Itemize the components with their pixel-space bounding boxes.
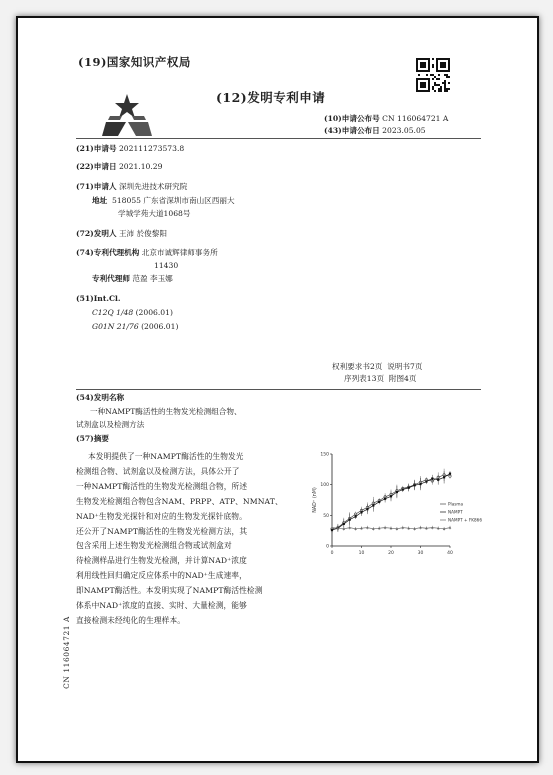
abstract-label: (57)摘要 bbox=[76, 434, 109, 443]
data-point bbox=[449, 526, 452, 528]
page-counts-line-1: 权利要求书2页 说明书7页 bbox=[332, 362, 423, 371]
data-point bbox=[443, 476, 445, 478]
data-point bbox=[343, 523, 345, 525]
address-line: 地址 518055 广东省深圳市南山区西丽大 bbox=[92, 196, 235, 205]
data-point bbox=[390, 495, 392, 497]
cnipa-logo bbox=[100, 92, 154, 138]
data-point bbox=[449, 473, 451, 475]
nad-chart bbox=[294, 442, 483, 570]
data-point bbox=[360, 511, 362, 513]
data-point bbox=[425, 481, 427, 483]
data-point bbox=[414, 484, 416, 486]
agency-line: (74)专利代理机构 北京市诚辉律师事务所 bbox=[76, 248, 218, 257]
document-frame bbox=[16, 16, 539, 763]
abstract-line: 包含采用上述生物发光检测组合物或试剂盒对 bbox=[76, 541, 232, 551]
pub-date-line: (43)申请公布日 2023.05.05 bbox=[324, 126, 426, 135]
abstract-line: NAD⁺生物发光探针和对应的生物发光探针底物。 bbox=[76, 511, 247, 521]
x-tick-label: 40 bbox=[447, 551, 453, 556]
abstract-line: 体系中NAD⁺浓度的直接、实时、大量检测，能够 bbox=[76, 601, 247, 611]
abstract-line: 还公开了NAMPT酶活性的生物发光检测方法，其 bbox=[76, 526, 248, 536]
data-point bbox=[437, 479, 439, 481]
mid-divider bbox=[76, 389, 481, 390]
title-line-1: 一种NAMPT酶活性的生物发光检测组合物、 bbox=[90, 407, 242, 416]
title-line-2: 试剂盒以及检测方法 bbox=[76, 420, 145, 429]
legend-label: NAMPT + FK866 bbox=[448, 517, 483, 523]
x-tick-label: 10 bbox=[358, 551, 365, 556]
abstract-line: 本发明提供了一种NAMPT酶活性的生物发光 bbox=[88, 452, 244, 461]
data-point bbox=[402, 488, 404, 490]
x-tick-label: 30 bbox=[417, 551, 424, 556]
abstract-body bbox=[76, 450, 282, 629]
office-heading: (19)国家知识产权局 bbox=[78, 55, 191, 69]
int-cl-label: (51)Int.Cl. bbox=[76, 294, 121, 303]
legend-label: NAMPT bbox=[448, 509, 463, 515]
header-divider bbox=[76, 138, 481, 139]
app-no-line: (21)申请号 202111273573.8 bbox=[76, 144, 185, 153]
ipc-line-1: C12Q 1/48 (2006.01) bbox=[92, 308, 173, 317]
pub-no-line: (10)申请公布号 CN 116064721 A bbox=[324, 114, 449, 123]
agency-line-2: 11430 bbox=[154, 261, 179, 270]
abstract-line: 利用线性回归确定反应体系中的NAD⁺生成速率， bbox=[76, 571, 247, 581]
y-tick-label: 100 bbox=[320, 483, 329, 489]
side-pub-number: CN 116064721 A bbox=[62, 616, 71, 689]
data-point bbox=[355, 515, 357, 517]
data-point bbox=[349, 519, 351, 521]
abstract-line: 检测组合物、试剂盒以及检测方法，具体公开了 bbox=[76, 466, 240, 476]
title-label: (54)发明名称 bbox=[76, 393, 125, 402]
data-point bbox=[408, 487, 410, 489]
data-point bbox=[372, 504, 374, 506]
data-point bbox=[378, 501, 380, 503]
agents-line: 专利代理师 范盈 李玉娜 bbox=[92, 274, 173, 283]
x-tick-label: 0 bbox=[330, 551, 334, 556]
abstract-line: 即NAMPT酶活性。本发明实现了NAMPT酶活性检测 bbox=[76, 586, 263, 596]
data-point bbox=[396, 491, 398, 493]
qr-code bbox=[416, 58, 450, 92]
inventors-line: (72)发明人 王沛 於俊黎阳 bbox=[76, 229, 167, 238]
address-line-2: 学城学苑大道1068号 bbox=[118, 209, 191, 218]
y-tick-label: 0 bbox=[326, 544, 329, 550]
y-tick-label: 50 bbox=[323, 513, 329, 519]
data-point bbox=[431, 477, 433, 479]
legend-label: Plasma bbox=[448, 501, 464, 507]
y-axis-label: NAD⁺ (nM) bbox=[313, 487, 318, 513]
data-point bbox=[384, 498, 386, 500]
data-point bbox=[366, 508, 368, 510]
doc-type-heading: (12)发明专利申请 bbox=[216, 90, 326, 105]
page-counts-line-2: 序列表13页 附图4页 bbox=[344, 374, 417, 383]
ipc-line-2: G01N 21/76 (2006.01) bbox=[92, 322, 179, 331]
y-tick-label: 150 bbox=[320, 452, 329, 458]
abstract-line: 直接检测未经纯化的生理样本。 bbox=[76, 615, 186, 625]
applicant-line: (71)申请人 深圳先进技术研究院 bbox=[76, 182, 188, 191]
abstract-line: 一种NAMPT酶活性的生物发光检测组合物，所述 bbox=[76, 481, 248, 491]
abstract-line: 待检测样品进行生物发光检测，并计算NAD⁺浓度 bbox=[76, 556, 247, 566]
data-point bbox=[419, 483, 421, 485]
x-tick-label: 20 bbox=[388, 551, 394, 556]
filing-date-line: (22)申请日 2021.10.29 bbox=[76, 162, 163, 171]
abstract-line: 生物发光检测组合物包含NAM、PRPP、ATP、NMNAT、 bbox=[76, 496, 283, 506]
data-point bbox=[348, 526, 351, 528]
